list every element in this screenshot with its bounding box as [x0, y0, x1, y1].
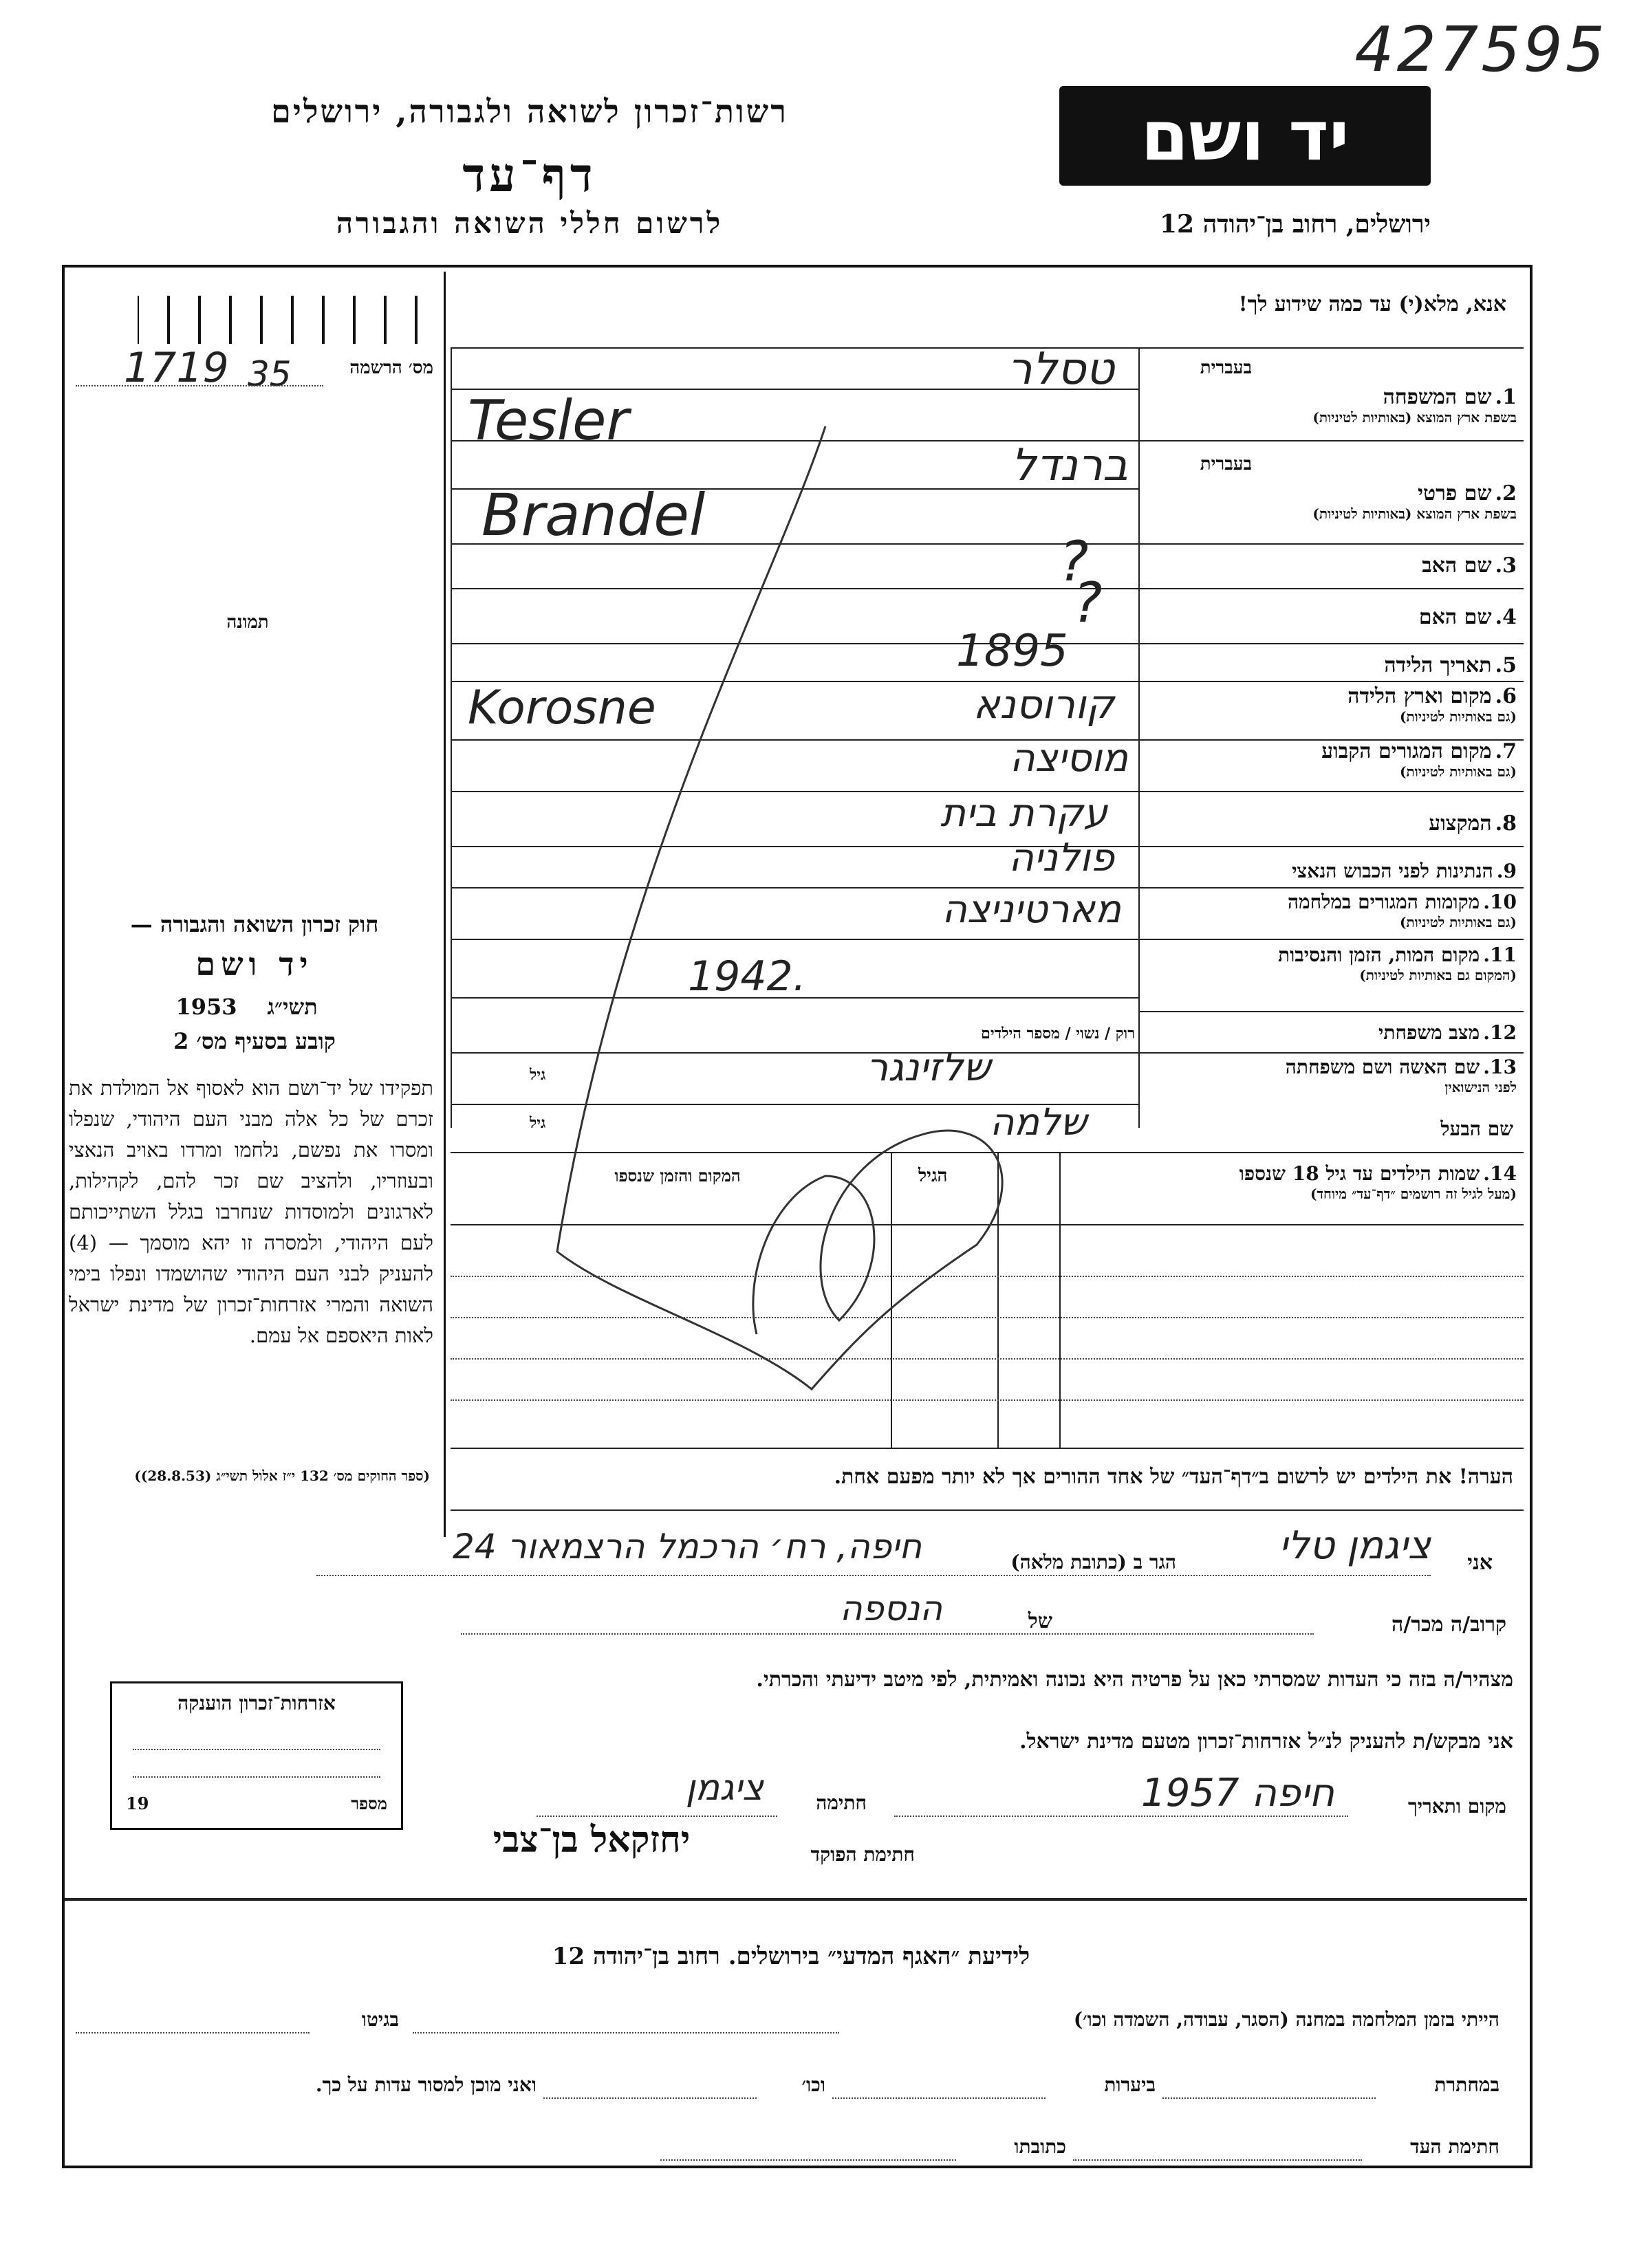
bottom-line2-end: ואני מוכן למסור עדות על כך.: [315, 2073, 537, 2096]
bottom-line3-start: חתימת העד: [1410, 2135, 1499, 2158]
certificate-title: אזרחות־זכרון הוענקה: [177, 1692, 336, 1714]
resides-label: הגר ב (כתובת מלאה): [1010, 1551, 1176, 1573]
field-2-tag: בעברית: [1200, 454, 1252, 475]
bottom-title: לידיעת ״האגף המדעי״ בירושלים. רחוב בן־יהודה 12: [552, 1943, 1030, 1970]
relation-value[interactable]: הנספה: [839, 1589, 942, 1628]
field-1-value-hebrew[interactable]: טסלר: [1007, 344, 1114, 395]
field-11-value[interactable]: 1942.: [688, 952, 806, 1001]
bottom-line2-mid2: וכו׳: [801, 2073, 825, 2096]
law-year-heb: תשי״ג: [267, 994, 318, 1020]
field-6-value-latin[interactable]: Korosne: [468, 681, 656, 735]
field-12-label: 12. מצב משפחתי: [1378, 1021, 1517, 1044]
strike-scribble: [537, 385, 1087, 1403]
header-authority: רשות־זכרון לשואה ולגבורה, ירושלים: [271, 93, 788, 130]
field-9-label: 9. הנתינות לפני הכבוש הנאצי: [1292, 860, 1517, 882]
field-7-value[interactable]: מוסיצה: [1010, 736, 1128, 781]
place-date-label: מקום ותאריך: [1407, 1795, 1506, 1818]
field-1-value-latin[interactable]: Tesler: [468, 389, 629, 452]
clerk-stamp: יחזקאל בן־צבי: [492, 1819, 691, 1861]
statement-request: אני מבקש/ת להעניק לנ״ל אזרחות־זכרון מטעם מדינת ישראל.: [1019, 1730, 1513, 1754]
field-12-options[interactable]: רוק / נשוי / מספר הילדים: [981, 1025, 1135, 1043]
of-label: של: [1028, 1609, 1052, 1633]
children-col-place: המקום והזמן שנספו: [614, 1166, 741, 1186]
field-8-label: 8. המקצוע: [1429, 811, 1517, 836]
field-13-age-label: גיל: [530, 1066, 546, 1084]
field-2-value-latin[interactable]: Brandel: [481, 481, 706, 549]
field-6-value-hebrew[interactable]: קורוסנא: [973, 681, 1114, 728]
witness-address[interactable]: חיפה, רח׳ הרכמל הרצמאור 24: [453, 1527, 922, 1567]
field-13-label: 13. שם האשה ושם משפחתה לפני הנישואין: [1285, 1056, 1517, 1095]
field-11-label: 11. מקום המות, הזמן והנסיבות (המקום גם באותיות לטיניות): [1278, 944, 1517, 983]
law-section: קובע בסעיף מס׳ 2: [173, 1028, 336, 1054]
bottom-line2-start: במחתרת: [1434, 2073, 1499, 2096]
bottom-line1: הייתי בזמן המלחמה במחנה (הסגר, עבודה, השמדה וכו׳): [1073, 2008, 1499, 2031]
certificate-year: 19: [126, 1793, 149, 1813]
field-5-value[interactable]: 1895: [956, 626, 1068, 677]
field-4-label: 4. שם האם: [1418, 605, 1517, 629]
bottom-line1-end: בגיטו: [361, 2008, 399, 2031]
declaration-i-label: אני: [1467, 1551, 1493, 1575]
husband-age-label: גיל: [530, 1114, 546, 1132]
field-1-label: 1. שם המשפחה בשפת ארץ המוצא (באותיות לטיניות): [1312, 385, 1517, 426]
law-name: יד ושם: [195, 946, 314, 983]
form-title: דף־עד: [462, 148, 597, 203]
logo-text: יד ושם: [1140, 96, 1350, 176]
archive-number: 427595: [1354, 14, 1607, 86]
signature-value[interactable]: ציגמן: [685, 1767, 764, 1809]
children-label: 14. שמות הילדים עד גיל 18 שנספו (מעל לגיל זה רושמים ״דף־עד״ מיוחד): [1239, 1162, 1517, 1202]
husband-value[interactable]: שלמה: [990, 1100, 1087, 1144]
form-subtitle: לרשום חללי השואה והגבורה: [336, 206, 724, 240]
law-text: תפקידו של יד־ושם הוא לאסוף אל המולדת את זכרם של כל אלה מבני העם היהודי, שנפלו ומסרו את נפשם, נלחמו ומרדו באויב הנאצי ובעוזריו, ולהציב שם זכר להם, לקהילות, לארגונים ולמוסדות שנחרבו בגלל השתייכותם לעם היהודי, ולמסרה זו יהא מוסמך — (4) להעניק לבני העם היהודי שהושמדו ונפלו בימי השואה והמרי אזרחות־זכרון של מדינת ישראל לאות היאספם אל עמם.: [69, 1076, 433, 1347]
bottom-line3-mid: כתובתו: [1014, 2135, 1066, 2158]
registration-label: מס׳ הרשמה: [349, 358, 433, 378]
relative-label: קרוב/ה מכר/ה: [1392, 1613, 1506, 1637]
bottom-line2-mid1: ביערות: [1104, 2073, 1156, 2096]
registration-suffix: 35: [248, 354, 292, 394]
field-2-label: 2. שם פרטי בשפת ארץ המוצא (באותיות לטיניות): [1312, 481, 1517, 522]
field-2-value-hebrew[interactable]: ברנדל: [1010, 440, 1128, 491]
field-6-label: 6. מקום וארץ הלידה (גם באותיות לטיניות): [1347, 684, 1517, 725]
field-10-value[interactable]: מארטיניצה: [942, 887, 1121, 932]
husband-label: שם הבעל: [1440, 1117, 1513, 1140]
field-1-tag: בעברית: [1200, 358, 1252, 378]
witness-name[interactable]: ציגמן טלי: [1279, 1523, 1431, 1568]
law-title: חוק זכרון השואה והגבורה —: [130, 911, 379, 937]
children-col-age: הגיל: [918, 1166, 948, 1186]
field-10-label: 10. מקומות המגורים במלחמה (גם באותיות לטיניות): [1287, 891, 1517, 930]
clerk-signature-label: חתימת הפוקד: [810, 1843, 915, 1866]
law-reference: (ספר החוקים מס׳ 132 י״ז אלול תשי״ג (28.8.53)): [134, 1468, 430, 1484]
field-8-value[interactable]: עקרת בית: [940, 791, 1107, 836]
field-4-value[interactable]: ?: [1073, 571, 1103, 635]
certificate-number-label: מספר: [351, 1793, 387, 1813]
note-text: הערה! את הילדים יש לרשום ב״דף־העד״ של אחד ההורים אך לא יותר מפעם אחת.: [834, 1465, 1513, 1489]
signature-label: חתימה: [816, 1791, 867, 1814]
field-13-value[interactable]: שלזינגר: [866, 1045, 990, 1090]
field-3-label: 3. שם האב: [1422, 554, 1517, 578]
photo-label: תמונה: [226, 612, 269, 633]
scribble-svg: [537, 385, 1087, 1403]
intro-text: אנא, מלא(י) עד כמה שידוע לך!: [1238, 292, 1506, 316]
field-5-label: 5. תאריך הלידה: [1384, 653, 1517, 677]
law-year: 1953: [175, 994, 237, 1020]
field-3-value[interactable]: ?: [1059, 530, 1089, 593]
field-9-value[interactable]: פולניה: [1008, 836, 1114, 880]
place-date-value[interactable]: חיפה 1957: [1141, 1771, 1334, 1816]
registration-number: 1719: [124, 344, 229, 392]
statement-truth: מצהיר/ה בזה כי העדות שמסרתי כאן על פרטיה היא נכונה ואמיתית, לפי מיטב ידיעתי והכרתי.: [756, 1668, 1513, 1692]
field-7-label: 7. מקום המגורים הקבוע (גם באותיות לטיניות): [1321, 739, 1517, 780]
header-address: ירושלים, רחוב בן־יהודה 12: [1159, 210, 1431, 239]
